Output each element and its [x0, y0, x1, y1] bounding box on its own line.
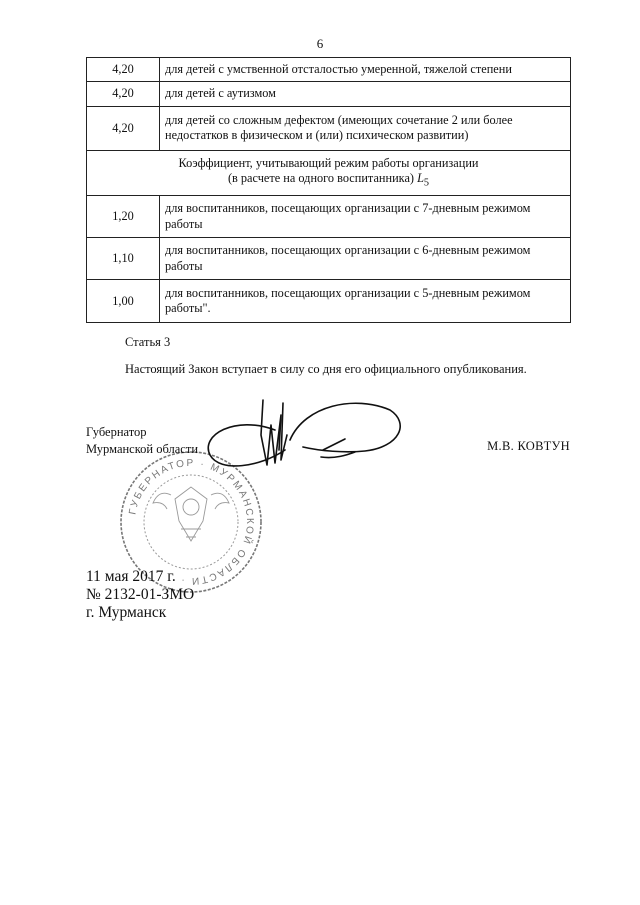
signatory-title-line2: Мурманской области: [86, 441, 199, 456]
coefficient-value: 4,20: [87, 106, 160, 150]
handwritten-signature: [195, 395, 410, 480]
table-row: [87, 82, 571, 106]
article-heading: Статья 3: [125, 335, 171, 349]
coefficient-table: [86, 57, 571, 323]
table-section-row: [87, 150, 571, 196]
table-row: [87, 106, 571, 150]
section-symbol-subscript: 5: [423, 177, 430, 189]
table-row: [87, 280, 571, 323]
coefficient-description: для детей с умственной отсталостью умеренной, тяжелой степени: [160, 58, 571, 82]
coefficient-description: для воспитанников, посещающих организации с 6-дневным режимом работы: [160, 238, 571, 280]
table-row: [87, 58, 571, 82]
coefficient-description: для детей с аутизмом: [160, 82, 571, 106]
law-text: Настоящий Закон вступает в силу со дня его официального опубликования.: [125, 362, 527, 376]
document-meta: [86, 568, 194, 621]
coefficient-description: для детей со сложным дефектом (имеющих сочетание 2 или более недостатков в физическом и (или) психическом развитии): [160, 106, 571, 150]
table-row: [87, 238, 571, 280]
coefficient-value: 1,00: [87, 280, 160, 323]
coefficient-description: для воспитанников, посещающих организации с 5-дневным режимом работы".: [160, 280, 571, 323]
document-number: № 2132-01-ЗМО: [86, 585, 195, 603]
section-heading: [87, 150, 571, 196]
page-number: 6: [316, 36, 324, 51]
table-row: [87, 196, 571, 238]
coefficient-description: для воспитанников, посещающих организации с 7-дневным режимом работы: [160, 196, 571, 238]
signatory-name: М.В. КОВТУН: [487, 439, 570, 453]
document-date: 11 мая 2017 г.: [86, 568, 176, 585]
seal-text: ГУБЕРНАТОР · МУРМАНСКОЙ ОБЛАСТИ ·: [127, 457, 256, 587]
section-heading-line1: Коэффициент, учитывающий режим работы организации: [178, 155, 479, 170]
document-city: г. Мурманск: [86, 603, 167, 621]
coefficient-value: 4,20: [87, 58, 160, 82]
signatory-title-line1: Губернатор: [86, 425, 147, 439]
signatory-title: [86, 424, 198, 458]
coefficient-value: 1,10: [87, 238, 160, 280]
coefficient-value: 1,20: [87, 196, 160, 238]
section-symbol: L: [417, 171, 424, 186]
section-heading-line2: (в расчете на одного воспитанника): [227, 171, 414, 186]
coefficient-value: 4,20: [87, 82, 160, 106]
